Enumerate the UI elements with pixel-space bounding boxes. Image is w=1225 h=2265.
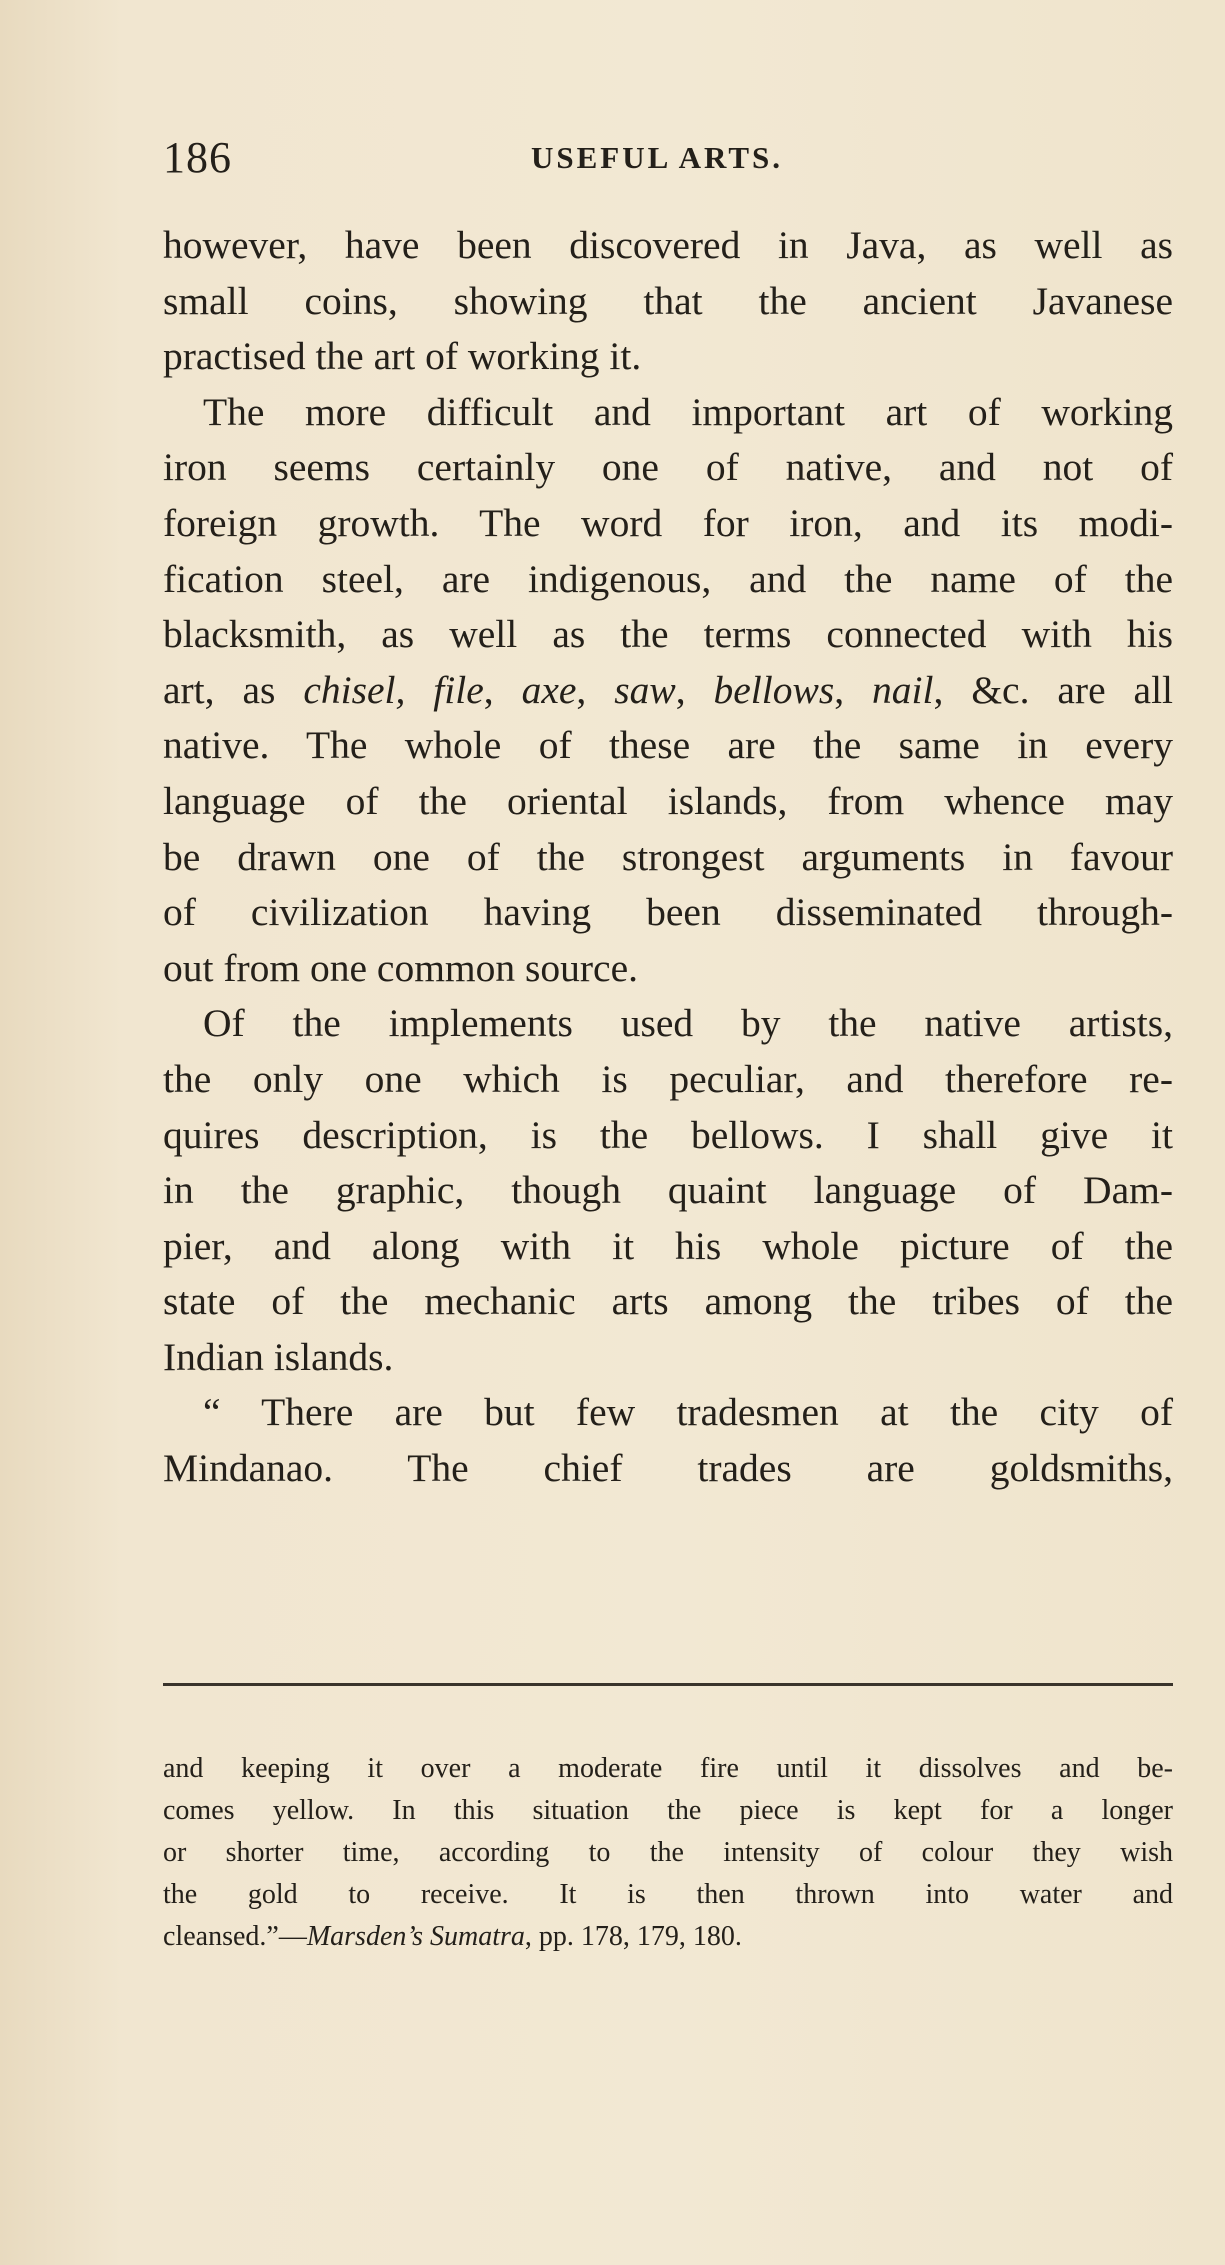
text-line: “ There are but few tradesmen at the city of — [203, 1390, 1173, 1435]
text-line: blacksmith, as well as the terms connected with his — [163, 612, 1173, 657]
italic-citation: Marsden’s Sumatra — [306, 1921, 525, 1952]
text-line: pier, and along with it his whole picture of the — [163, 1223, 1173, 1268]
text-line: foreign growth. The word for iron, and its modi- — [163, 500, 1173, 545]
text-segment: , — [675, 667, 714, 712]
page-header — [163, 128, 1173, 188]
text-segment: , pp. 178, 179, 180. — [524, 1921, 742, 1952]
text-line: however, have been discovered in Java, as well as — [163, 223, 1173, 267]
italic-term: axe — [521, 667, 577, 712]
italic-term: nail — [872, 667, 934, 712]
text-segment: , &c. are all — [933, 667, 1174, 712]
footnote-line: and keeping it over a moderate fire until it dissolves and be- — [163, 1753, 1173, 1784]
text-line: out from one common source. — [163, 945, 638, 990]
text-line: be drawn one of the strongest arguments in favour — [163, 834, 1173, 879]
text-segment: , — [483, 667, 522, 712]
footnote-line: comes yellow. In this situation the piece is kept for a longer — [163, 1795, 1173, 1826]
text-line — [163, 663, 1173, 719]
text-line: iron seems certainly one of native, and not of — [163, 445, 1173, 490]
page-number: 186 — [163, 133, 232, 182]
text-line: native. The whole of these are the same in every — [163, 723, 1173, 768]
footnote — [163, 1748, 1173, 1958]
text-segment: cleansed.”— — [163, 1921, 307, 1952]
text-line: language of the oriental islands, from whence may — [163, 778, 1173, 823]
text-segment: art, as — [163, 667, 304, 712]
footnote-line — [163, 1916, 1173, 1958]
italic-term: saw — [614, 667, 676, 712]
text-line: small coins, showing that the ancient Javanese — [163, 278, 1173, 323]
running-head: USEFUL ARTS. — [531, 140, 783, 175]
text-line: quires description, is the bellows. I shall give it — [163, 1112, 1173, 1157]
text-line: in the graphic, though quaint language of Dam- — [163, 1168, 1173, 1213]
italic-term: bellows — [713, 667, 835, 712]
text-segment: , — [834, 667, 873, 712]
italic-term: chisel, file — [303, 667, 484, 712]
footnote-line: the gold to receive. It is then thrown into water and — [163, 1879, 1173, 1910]
footnote-line: or shorter time, according to the intensity of colour they wish — [163, 1837, 1173, 1868]
text-segment: , — [576, 667, 615, 712]
text-line: state of the mechanic arts among the tribes of the — [163, 1279, 1173, 1324]
text-line: fication steel, are indigenous, and the name of the — [163, 556, 1173, 601]
main-text — [163, 218, 1173, 1497]
text-line: practised the art of working it. — [163, 334, 642, 379]
text-line: Mindanao. The chief trades are goldsmiths, — [163, 1446, 1173, 1491]
text-line: the only one which is peculiar, and therefore re- — [163, 1056, 1173, 1101]
text-line: Indian islands. — [163, 1334, 394, 1379]
footnote-divider — [163, 1683, 1173, 1686]
text-line: Of the implements used by the native artists, — [203, 1001, 1173, 1046]
text-line: of civilization having been disseminated through- — [163, 890, 1173, 935]
text-line: The more difficult and important art of working — [203, 389, 1173, 434]
